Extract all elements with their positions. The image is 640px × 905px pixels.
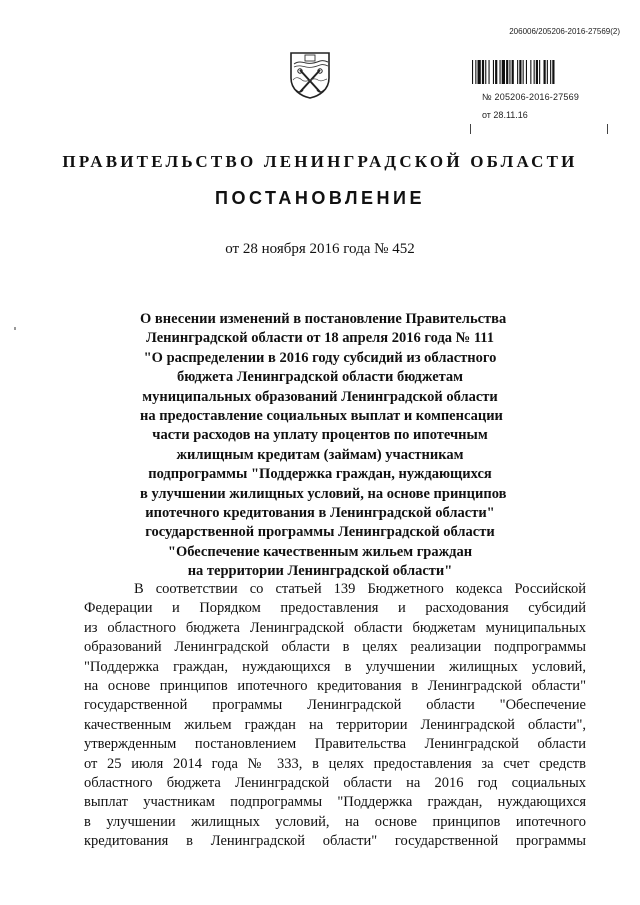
heading-line: муниципальных образований Ленинградской области xyxy=(142,388,498,405)
heading-line: Ленинградской области от 18 апреля 2016 года № 111 xyxy=(145,330,494,347)
body-line: кредитования в Ленинградской области" государственной программы xyxy=(84,833,586,850)
heading-line: жилищным кредитам (займам) участникам xyxy=(176,446,464,463)
heading-line: на предоставление социальных выплат и компенсации xyxy=(140,408,503,425)
body-line: на основе принципов ипотечного кредитования в Ленинградской области" xyxy=(84,678,586,695)
heading-line: "О распределении в 2016 году субсидий из областного xyxy=(143,349,497,366)
document-heading xyxy=(140,310,507,582)
body-line: выплат участникам подпрограммы "Поддержка граждан, нуждающихся xyxy=(84,794,586,811)
heading-line: бюджета Ленинградской области бюджетам xyxy=(176,369,464,386)
government-title: ПРАВИТЕЛЬСТВО ЛЕНИНГРАДСКОЙ ОБЛАСТИ xyxy=(62,152,578,171)
heading-line: подпрограммы "Поддержка граждан, нуждающихся xyxy=(148,466,492,483)
registration-date: от 28.11.16 xyxy=(482,110,528,120)
heading-line: в улучшении жилищных условий, на основе принципов xyxy=(140,485,507,502)
body-line: в улучшении жилищных условий, на основе принципов ипотечного xyxy=(84,813,586,830)
document-id: 206006/205206-2016-27569(2) xyxy=(509,27,620,36)
registration-number: № 205206-2016-27569 xyxy=(482,92,580,102)
body-line: областного бюджета Ленинградской области на 2016 год социальных xyxy=(84,775,586,792)
body-line: Федерации и Порядком предоставления и расходования субсидий xyxy=(84,600,586,617)
heading-line: "Обеспечение качественным жильем граждан xyxy=(167,543,473,560)
body-line: образований Ленинградской области в целях реализации подпрограммы xyxy=(84,639,586,656)
body-line: государственной программы Ленинградской области "Обеспечение xyxy=(84,697,586,714)
divider xyxy=(607,124,608,134)
heading-line: ипотечного кредитования в Ленинградской области" xyxy=(145,505,495,522)
body-line: из областного бюджета Ленинградской области бюджетам муниципальных xyxy=(84,619,586,636)
barcode xyxy=(472,60,612,84)
heading-line: государственной программы Ленинградской области xyxy=(145,524,495,541)
document-date: от 28 ноября 2016 года № 452 xyxy=(225,241,415,257)
margin-mark xyxy=(14,327,16,330)
heading-line: части расходов на уплату процентов по ипотечным xyxy=(152,427,488,444)
heading-line: О внесении изменений в постановление Правительства xyxy=(140,311,507,327)
body-line: утвержденным постановлением Правительства Ленинградской области xyxy=(84,736,586,753)
body-line: качественным жильем граждан на территории Ленинградской области", xyxy=(84,716,586,733)
body-paragraph xyxy=(84,580,586,852)
document-type: ПОСТАНОВЛЕНИЕ xyxy=(215,188,425,208)
body-line: "Поддержка граждан, нуждающихся в улучшении жилищных условий, xyxy=(84,658,586,675)
body-line: от 25 июля 2014 года № 333, в целях предоставления за счет средств xyxy=(84,755,586,772)
coat-of-arms-icon xyxy=(288,50,332,100)
divider xyxy=(470,124,471,134)
heading-line: на территории Ленинградской области" xyxy=(187,563,453,580)
body-line: В соответствии со статьей 139 Бюджетного кодекса Российской xyxy=(134,581,586,597)
